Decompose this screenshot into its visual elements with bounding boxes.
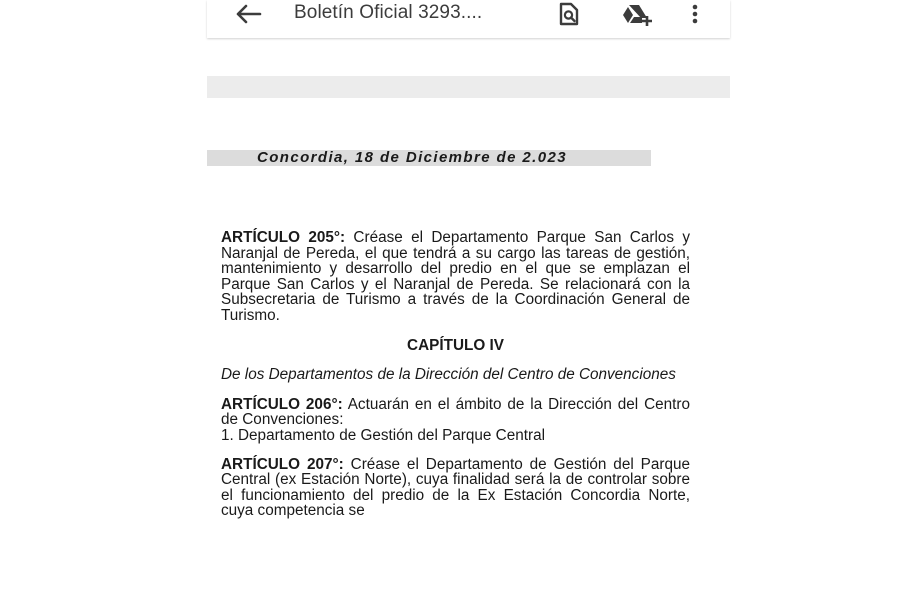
more-vert-icon[interactable] [689,3,701,25]
document-body [221,230,690,519]
app-bar [207,0,730,38]
document-title: Boletín Oficial 3293.... [294,2,483,23]
chapter-heading: CAPÍTULO IV [407,336,504,354]
article-206-label: ARTÍCULO 206°: [221,395,343,413]
chapter-subtitle: De los Departamentos de la Dirección del Centro de Convenciones [221,366,676,384]
article-206 [221,397,690,444]
back-arrow-icon[interactable] [233,3,263,25]
article-207 [221,457,690,519]
article-207-text: Créase el Departamento de Gestión del Parque Central (ex Estación Norte), cuya finalidad será la de controlar sobre el funcionamiento del predio de la Ex Estación Concordia Norte, cuya competencia se [221,455,691,520]
article-207-label: ARTÍCULO 207°: [221,455,344,473]
document-date: Concordia, 18 de Diciembre de 2.023 [257,149,567,166]
page-separator [207,76,730,98]
drive-add-icon[interactable] [620,2,654,26]
article-205 [221,230,690,324]
article-206-text: Actuarán en el ámbito de la Dirección del Centro de Convenciones: [221,395,691,429]
search-document-icon[interactable] [556,2,580,26]
article-205-label: ARTÍCULO 205°: [221,229,346,246]
pdf-viewer-screen [207,0,730,600]
article-205-text: Créase el Departamento Parque San Carlos y Naranjal de Pereda, el que tendrá a su cargo las tareas de gestión, mantenimiento y desarrollo del predio en el que se emplazan el Parque San Carlos y el Naranjal de Pereda. Se relacionará con la Subsecretaria de Turismo a través de la Coordinación General de Turismo. [221,229,690,324]
article-206-item: 1. Departamento de Gestión del Parque Central [221,426,545,444]
